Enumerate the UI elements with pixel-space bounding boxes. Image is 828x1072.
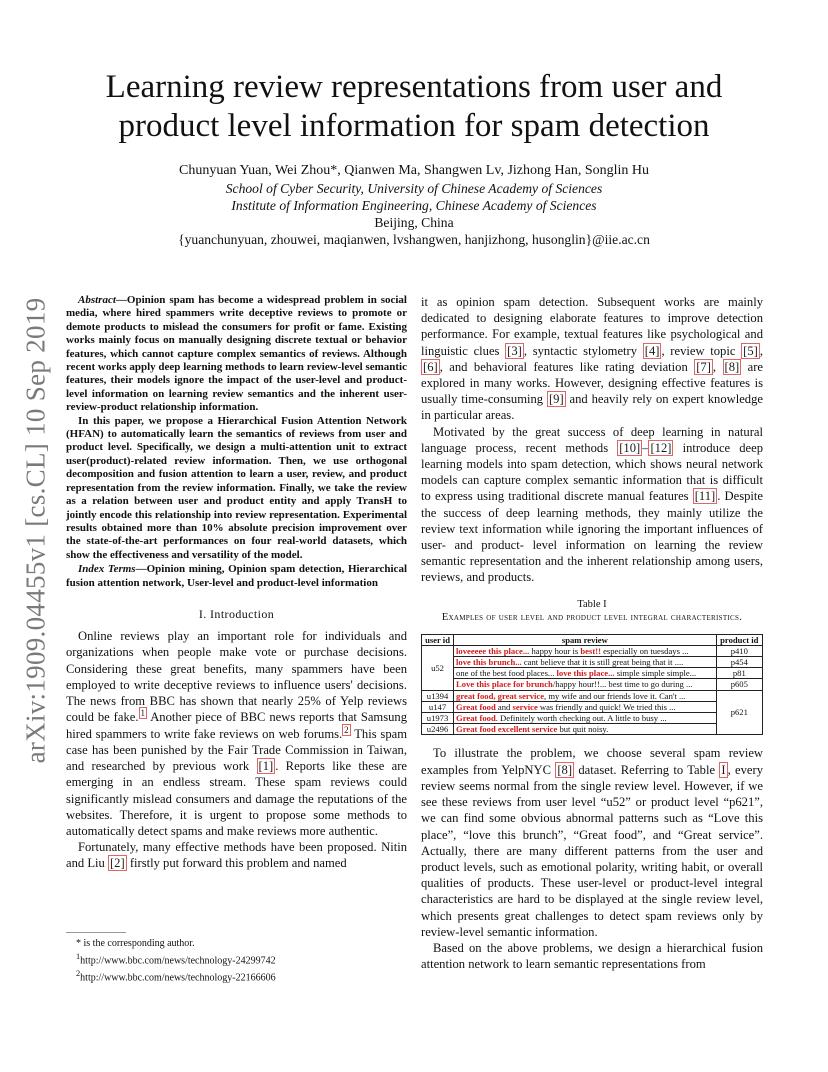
paper-title (60, 68, 768, 146)
intro-text: firstly put forward this problem and named (126, 856, 347, 871)
header-user-id: user id (422, 634, 454, 645)
product-id-cell: p454 (716, 657, 762, 668)
table-row (422, 701, 763, 712)
citation-link-5[interactable]: [5] (743, 343, 758, 358)
body-text: To illustrate the problem, we choose several spam review examples from YelpNYC (421, 746, 763, 777)
footnote-2-url[interactable]: http://www.bbc.com/news/technology-22166606 (80, 972, 276, 984)
table-row (422, 713, 763, 724)
citation-link-8[interactable]: [8] (557, 762, 573, 777)
author-list: Chunyuan Yuan, Wei Zhou*, Qianwen Ma, Shangwen Lv, Jizhong Han, Songlin Hu (178, 163, 650, 178)
review-cell (454, 679, 717, 690)
body-text: Motivated by the great success of deep learning in natural language process, recent methods (421, 424, 763, 455)
right-paragraph-3 (421, 745, 763, 939)
citation-link-8[interactable]: [8] (724, 359, 740, 374)
review-cell (454, 724, 717, 735)
table-row (422, 668, 763, 679)
product-id-cell: p621 (716, 690, 762, 735)
highlighted-phrase: Great food (456, 701, 496, 712)
spam-review-table (421, 634, 763, 736)
product-id-cell: p410 (716, 645, 762, 656)
footnote-link-1[interactable]: 1 (140, 708, 145, 719)
highlighted-phrase: great food, great service (456, 690, 545, 701)
review-text: was friendly and quick! We tried this ... (537, 701, 676, 712)
affiliation-1: School of Cyber Security, University of Chinese Academy of Sciences (225, 181, 603, 196)
body-text: , review topic (661, 343, 742, 358)
highlighted-phrase: Great food (456, 713, 496, 724)
table-row (422, 657, 763, 668)
affiliation-2: Institute of Information Engineering, Chinese Academy of Sciences (231, 198, 597, 213)
footnote-1-url[interactable]: http://www.bbc.com/news/technology-24299742 (80, 955, 276, 967)
review-cell (454, 657, 717, 668)
highlighted-phrase: Love this place for brunch (456, 679, 553, 690)
section-heading-introduction: I. Introduction (198, 606, 275, 621)
user-id-cell: u147 (422, 701, 454, 712)
highlighted-phrase: loveeeee this place... (456, 645, 530, 656)
arxiv-identifier: arXiv:1909.04455v1 [cs.CL] 10 Sep 2019 (20, 297, 51, 763)
footnote-number: 1 (76, 952, 81, 961)
highlighted-phrase: love this brunch... (456, 657, 522, 668)
right-column (421, 294, 763, 972)
citation-link-4[interactable]: [4] (644, 343, 660, 358)
left-column (66, 294, 407, 872)
body-text: , every review seems normal from the single review level. However, if we see these reviews from user level “u52” or product level “p621”, we can find some obvious abnormal patterns such as “Love this place”, “love this brunch”, “Great food”, and “Great service”. Actually, there are many different patterns from the user and product levels, such as emotional polarity, writing habit, or overall qualities of products. These user-level or product-level integral characteristics are hard to be displayed at the single review level, which presents great challenges to detect spam reviews only by review-level semantic information. (421, 762, 763, 939)
review-text: happy hour is (529, 645, 581, 656)
citation-link-7[interactable]: [7] (696, 359, 711, 374)
abstract-paragraph-2: In this paper, we propose a Hierarchical Fusion Attention Network (HFAN) to automatically learn the semantics of reviews from user and product level. Specifically, we design a multi-attention unit to extract user(product)-related review information. Then, we use orthogonal decomposition and fusion attention to learn a user, review, and product representation from the review information. Finally, we take the review as a relation between user and product entity and apply TransH to jointly encode this relationship into review representation. Experimental results obtained more than 10% absolute precision improvement over the state-of-the-art performances on four real-world datasets, which show the effectiveness and versatility of the model. (66, 414, 407, 561)
right-paragraph-1 (421, 294, 763, 424)
abstract-paragraph-1: —Opinion spam has become a widespread problem in social media, where hired spammers write deceptive reviews to promote or demote products to mislead the consumers for profit or fame. Existing works mainly focus on manually designing discrete textual or behavior features, which cannot capture complex semantics of reviews. Although recent works apply deep learning methods to learn review-level semantic features, their models ignore the impact of the user-level and product-level information on learning review semantics and the inherent user-review-product relationship information. (66, 294, 407, 414)
table-row (422, 690, 763, 701)
review-cell (454, 668, 717, 679)
review-text: especially on tuesdays ... (600, 645, 689, 656)
review-text: but quit noisy. (557, 724, 609, 735)
body-text: and heavily rely on expert knowledge in particular areas. (421, 392, 763, 423)
user-id-cell: u52 (422, 645, 454, 690)
footnote-corresponding: * is the corresponding author. (76, 938, 195, 949)
table-header-row (422, 634, 763, 645)
citation-link-12[interactable]: [12] (650, 440, 672, 455)
user-id-cell: u2496 (422, 724, 454, 735)
body-text: , (712, 359, 723, 374)
footnote-number: 2 (76, 969, 81, 979)
citation-link-6[interactable]: [6] (423, 359, 438, 374)
citation-link-10[interactable]: [10] (619, 440, 641, 455)
header-spam-review: spam review (454, 634, 717, 645)
header-product-id: product id (716, 634, 762, 645)
table-caption (421, 598, 763, 624)
review-cell (454, 645, 717, 656)
arxiv-watermark (18, 290, 54, 770)
review-text: , my wife and our friends love it. Can't ... (544, 690, 686, 701)
table-row (422, 724, 763, 735)
right-paragraph-2 (421, 424, 763, 586)
title-line-2: product level information for spam detection (118, 108, 710, 144)
table-row (422, 679, 763, 690)
table-caption-text: Examples of user level and product level integral characteristics. (441, 611, 743, 623)
body-text: are explored in many works. However, designing effective features is usually time-consuming (421, 359, 763, 407)
body-text: introduce deep learning models into spam detection, which shows neural network models can capture complex semantic information that is difficult to express using traditional discrete manual features (421, 440, 763, 504)
citation-link-11[interactable]: [11] (694, 489, 716, 504)
table-label: Table I (577, 598, 607, 610)
abstract (66, 294, 407, 562)
intro-text: Online reviews play an important role for individuals and organizations when people make vote or purchase decisions. Considering these great benefits, many spammers have been employed to write deceptive reviews to influence users' decisions. The news from BBC has shown that nearly 25% of Yelp reviews could be fake. (66, 629, 407, 725)
title-line-1: Learning review representations from user and (105, 69, 723, 105)
author-emails: {yuanchunyuan, zhouwei, maqianwen, lvshangwen, hanjizhong, husonglin}@iie.ac.cn (178, 232, 650, 247)
review-text: cant believe that it is still great being that it .... (521, 657, 684, 668)
footnote-2 (76, 967, 407, 984)
footnote-rule (66, 932, 126, 933)
product-id-cell: p605 (716, 679, 762, 690)
citation-link-1[interactable]: [1] (258, 759, 274, 774)
body-text: dataset. Referring to Table (574, 762, 720, 777)
product-id-cell: p81 (716, 668, 762, 679)
right-paragraph-4: Based on the above problems, we design a hierarchical fusion attention network to learn semantic representations from (421, 940, 763, 972)
author-block (60, 162, 768, 248)
intro-text: This spam case has been punished by the Fair Trade Commission in Taiwan, and researched by previous work (66, 726, 407, 774)
intro-text: Another piece of BBC news reports that Samsung hired spammers to write fake reviews on web forums. (66, 710, 407, 741)
footnote-1 (76, 950, 407, 967)
intro-text: Fortunately, many effective methods have been proposed. Nitin and Liu (66, 840, 407, 871)
user-id-cell: u1973 (422, 713, 454, 724)
body-text: , syntactic stylometry (523, 343, 643, 358)
review-text: one of the best food places... (456, 668, 557, 679)
review-text: /happy hour!!... best time to go during ... (552, 679, 693, 690)
highlighted-phrase: service (512, 701, 538, 712)
highlighted-phrase: Great food excellent service (456, 724, 558, 735)
highlighted-phrase: love this place... (556, 668, 615, 679)
abstract-lead: Abstract (78, 294, 116, 306)
citation-link-9[interactable]: [9] (548, 392, 564, 407)
citation-link-2[interactable]: [2] (109, 856, 125, 871)
intro-paragraph-1 (66, 628, 407, 839)
footnotes (66, 932, 407, 985)
footnote-link-2[interactable]: 2 (344, 724, 349, 735)
review-cell (454, 701, 717, 712)
location: Beijing, China (374, 215, 454, 230)
index-terms (66, 563, 407, 590)
review-cell (454, 690, 717, 701)
index-terms-lead: Index Terms (78, 563, 136, 576)
intro-text: . Reports like these are emerging in an endless stream. These spam reviews could significantly mislead consumers and damage the reputations of the websites. Therefore, it is urgent to propose some methods to automatically detect spams and make reviews more authentic. (66, 759, 407, 838)
body-text: it as opinion spam detection. Subsequent works are mainly dedicated to designing elaborate features to improve detection performance. For example, textual features like psychological and linguistic clues (421, 295, 763, 358)
citation-link-3[interactable]: [3] (507, 343, 522, 358)
body-text: , and behavioral features like rating deviation (439, 359, 695, 374)
review-text: . Definitely worth checking out. A little to busy ... (495, 713, 667, 724)
body-text: – (642, 440, 649, 455)
user-id-cell: u1394 (422, 690, 454, 701)
body-text: , (759, 343, 763, 358)
highlighted-phrase: best!! (580, 645, 601, 656)
body-text: . Despite the success of deep learning methods, they mainly utilize the review text information while ignoring the important influences of user- and product- level information on learning the review semantic representation and the inherent relationship among users, reviews, and products. (421, 489, 763, 585)
table-reference-link[interactable]: I (721, 762, 726, 777)
review-text: simple simple simple... (614, 668, 697, 679)
table-row (422, 645, 763, 656)
index-terms-text: —Opinion mining, Opinion spam detection, Hierarchical fusion attention network, User-level and product-level information (66, 563, 407, 589)
intro-paragraph-2 (66, 839, 407, 871)
review-text: and (495, 701, 513, 712)
review-cell (454, 713, 717, 724)
